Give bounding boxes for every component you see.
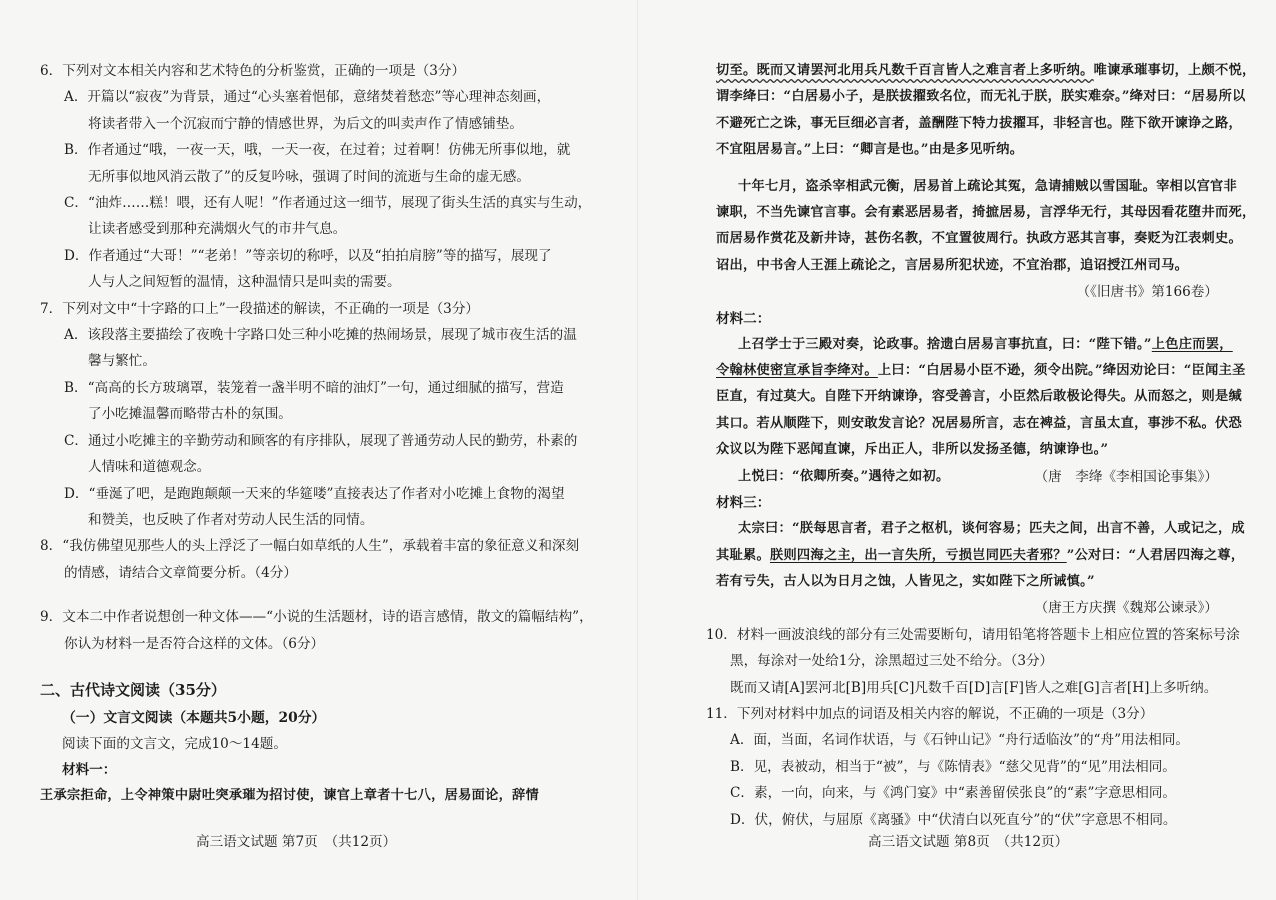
q7-option-a: A．该段落主要描绘了夜晚十字路口处三种小吃摊的热闹场景，展现了城市夜生活的温 [64,327,577,344]
q6-option-c: C．“油炸……糕！喂，还有人呢！”作者通过这一细节，展现了街头生活的真实与生动， [64,195,592,212]
material-3-line-3: 若有亏失，古人以为日月之蚀，人皆见之，实如陛下之所诫慎。” [716,573,1095,589]
q7-option-d: D．“垂涎了吧，是跑跑颠颠一天来的华筵喽”直接表达了作者对小吃摊上食物的渴望 [64,485,565,502]
material-2 [716,306,1246,490]
question-7 [40,296,588,534]
q8-line-2: 的情感，请结合文章简要分析。（4分） [64,564,297,581]
q11-option-a: A．面，当面，名词作状语，与《石钟山记》“舟行适临汝”的“舟”用法相同。 [730,732,1190,749]
q6-option-d: D．作者通过“大哥！”“老弟！”等亲切的称呼，以及“拍拍肩膀”等的描写，展现了 [64,247,552,264]
material-2-source: （唐 李绛《李相国论事集》） [1034,468,1218,485]
q10-line-2: 黑，每涂对一处给1分，涂黑超过三处不给分。（3分） [730,653,1054,670]
question-11 [706,701,1228,833]
material-2-line-5: 众议以为陛下恶闻直谏，斥出正人，非所以发扬圣德，纳谏诤也。” [716,442,1109,458]
question-10 [706,622,1240,701]
material-1-line-7: 谏职，不当先谏官言事。会有素恶居易者，掎摭居易，言浮华无行，其母因看花堕井而死， [716,205,1256,221]
material-1-line-4: 不避死亡之诛，事无巨细必言者，盖酬陛下特力拔擢耳，非轻言也。陛下欲开谏诤之路， [716,115,1243,131]
q7-option-c: C．通过小吃摊主的辛勤劳动和顾客的有序排队，展现了普通劳动人民的勤劳，朴素的 [64,432,578,449]
wavy-underlined-passage: 切至。既而又请罢河北用兵凡数千百言皆人之难言者上多听纳。 [716,63,1094,78]
left-page-footer: 高三语文试题 第7页 （共12页） [196,834,397,850]
material-1-source: （《旧唐书》第166卷） [1076,284,1218,301]
q7-option-b: B．“高高的长方玻璃罩，装笼着一盏半明不暗的油灯”一句，通过细腻的描写，营造 [64,379,564,396]
q10-line-1: 10．材料一画波浪线的部分有三处需要断句，请用铅笔将答题卡上相应位置的答案标号涂 [706,626,1240,643]
q9-line-1: 9．文本二中作者说想创一种文体——“小说的生活题材，诗的语言感情，散文的篇幅结构”， [40,609,593,626]
q8-line-1: 8．“我仿佛望见那些人的头上浮泛了一幅白如草纸的人生”，承载着丰富的象征意义和深刻 [40,538,580,555]
q6-option-a-cont: 将读者带入一个沉寂而宁静的情感世界，为后文的叫卖声作了情感铺垫。 [88,115,523,132]
material-1-line-3: 谓李绛曰：“白居易小子，是朕拔擢致名位，而无礼于朕，朕实难奈。”绛对曰：“居易所以 [716,89,1246,105]
q11-stem: 11．下列对材料中加点的词语及相关内容的解说，不正确的一项是（3分） [706,705,1154,722]
reading-instruction: 阅读下面的文言文，完成10～14题。 [62,735,287,752]
section-2 [40,675,588,810]
right-page [638,0,1276,900]
q7-option-c-cont: 人情味和道德观念。 [88,459,211,476]
q11-option-b: B．见，表被动，相当于“被”，与《陈情表》“慈父见背”的“见”用法相同。 [730,758,1176,775]
q6-option-b: B．作者通过“哦，一夜一天，哦，一天一夜，在过着；过着啊！仿佛无所事似地，就 [64,142,571,159]
material-1-line-6: 十年七月，盗杀宰相武元衡，居易首上疏论其冤，急请捕贼以雪国耻。宰相以宫官非 [738,178,1238,194]
section-2-subtitle: （一）文言文阅读（本题共5小题，20分） [62,709,326,726]
material-3-line-2: 其耻累。朕则四海之主，出一言失所，亏损岂同匹夫者邪？”公对曰：“人君居四海之尊， [716,547,1245,563]
material-2-line-1: 上召学士于三殿对奏，论政事。捨遗白居易言事抗直，曰：“陛下错。”上色庄而罢， [738,336,1233,352]
q10-answer-options: 既而又请[A]罢河北[B]用兵[C]凡数千百[D]言[F]皆人之难[G]言者[H]上多听纳。 [730,679,1218,696]
material-2-line-2: 令翰林使密宣承旨李绛对。上曰：“白居易小臣不逊，须令出院。”绛因劝论曰：“臣闻主圣 [716,363,1246,379]
q9-line-2: 你认为材料一是否符合这样的文体。（6分） [64,635,325,652]
material-1-continued [716,58,1256,306]
q6-option-b-cont: 无所事似地风消云散了”的反复吟咏，强调了时间的流逝与生命的虚无感。 [88,168,530,185]
q7-option-d-cont: 和赞美，也反映了作者对劳动人民生活的同情。 [88,511,374,528]
material-2-line-4: 其口。若从顺陛下，则安敢发言论？况居易所言，志在裨益，言虽太直，事涉不私。伏恐 [716,415,1243,431]
material-1-line-8: 而居易作赏花及新井诗，甚伤名教，不宜置彼周行。执政方恶其言事，奏贬为江表刺史。 [716,231,1243,247]
q6-option-c-cont: 让读者感受到那种充满烟火气的市井气息。 [88,221,347,238]
material-3-label: 材料三： [716,495,771,512]
question-6 [40,58,592,296]
section-2-title: 二、古代诗文阅读（35分） [40,680,226,699]
q7-option-a-cont: 馨与繁忙。 [88,353,156,370]
question-9 [40,604,593,657]
material-1-line-5: 不宜阻居易言。”上曰：“卿言是也。”由是多见听纳。 [716,142,1024,158]
material-2-label: 材料二： [716,310,771,327]
material-3 [716,490,1245,622]
material-3-source: （唐王方庆撰《魏郑公谏录》） [1034,600,1218,617]
material-1-line-9: 诏出，中书舍人王涯上疏论之，言居易所犯状迹，不宜治郡，追诏授江州司马。 [716,257,1189,273]
material-2-line-6: 上悦曰：“依卿所奏。”遇待之如初。 （唐 李绛《李相国论事集》） [716,464,1228,490]
material-3-line-1: 太宗曰：“朕每思言者，君子之枢机，谈何容易；匹夫之间，出言不善，人或记之，成 [738,521,1245,537]
q6-option-d-cont: 人与人之间短暂的温情，这种温情只是叫卖的需要。 [88,274,401,291]
material-1-line-2: 切至。既而又请罢河北用兵凡数千百言皆人之难言者上多听纳。唯谏承璀事切，上颇不悦， [716,63,1256,78]
material-1-label: 材料一： [62,762,117,779]
q7-stem: 7．下列对文中“十字路的口上”一段描述的解读，不正确的一项是（3分） [40,300,480,317]
q11-option-c: C．素，一向，向来，与《鸿门宴》中“素善留侯张良”的“素”字意思相同。 [730,785,1177,802]
material-2-line-3: 臣直，有过莫大。自陛下开纳谏诤，容受善言，小臣然后敢极论得失。从而怒之，则是缄 [716,389,1243,405]
question-8 [40,533,588,586]
q6-stem: 6．下列对文本相关内容和艺术特色的分析鉴赏，正确的一项是（3分） [40,63,466,79]
q6-option-a: A．开篇以“寂夜”为背景，通过“心头塞着悒郁，意绪焚着愁恋”等心理神态刻画， [64,89,551,106]
q7-option-b-cont: 了小吃摊温馨而略带古朴的氛围。 [88,406,292,423]
material-1-line-1: 王承宗拒命，上令神策中尉吐突承璀为招讨使，谏官上章者十七八，居易面论，辞情 [40,788,540,804]
right-page-footer: 高三语文试题 第8页 （共12页） [868,834,1069,850]
q11-option-d: D．伏，俯伏，与屈原《离骚》中“伏清白以死直兮”的“伏”字意思不相同。 [730,811,1177,828]
